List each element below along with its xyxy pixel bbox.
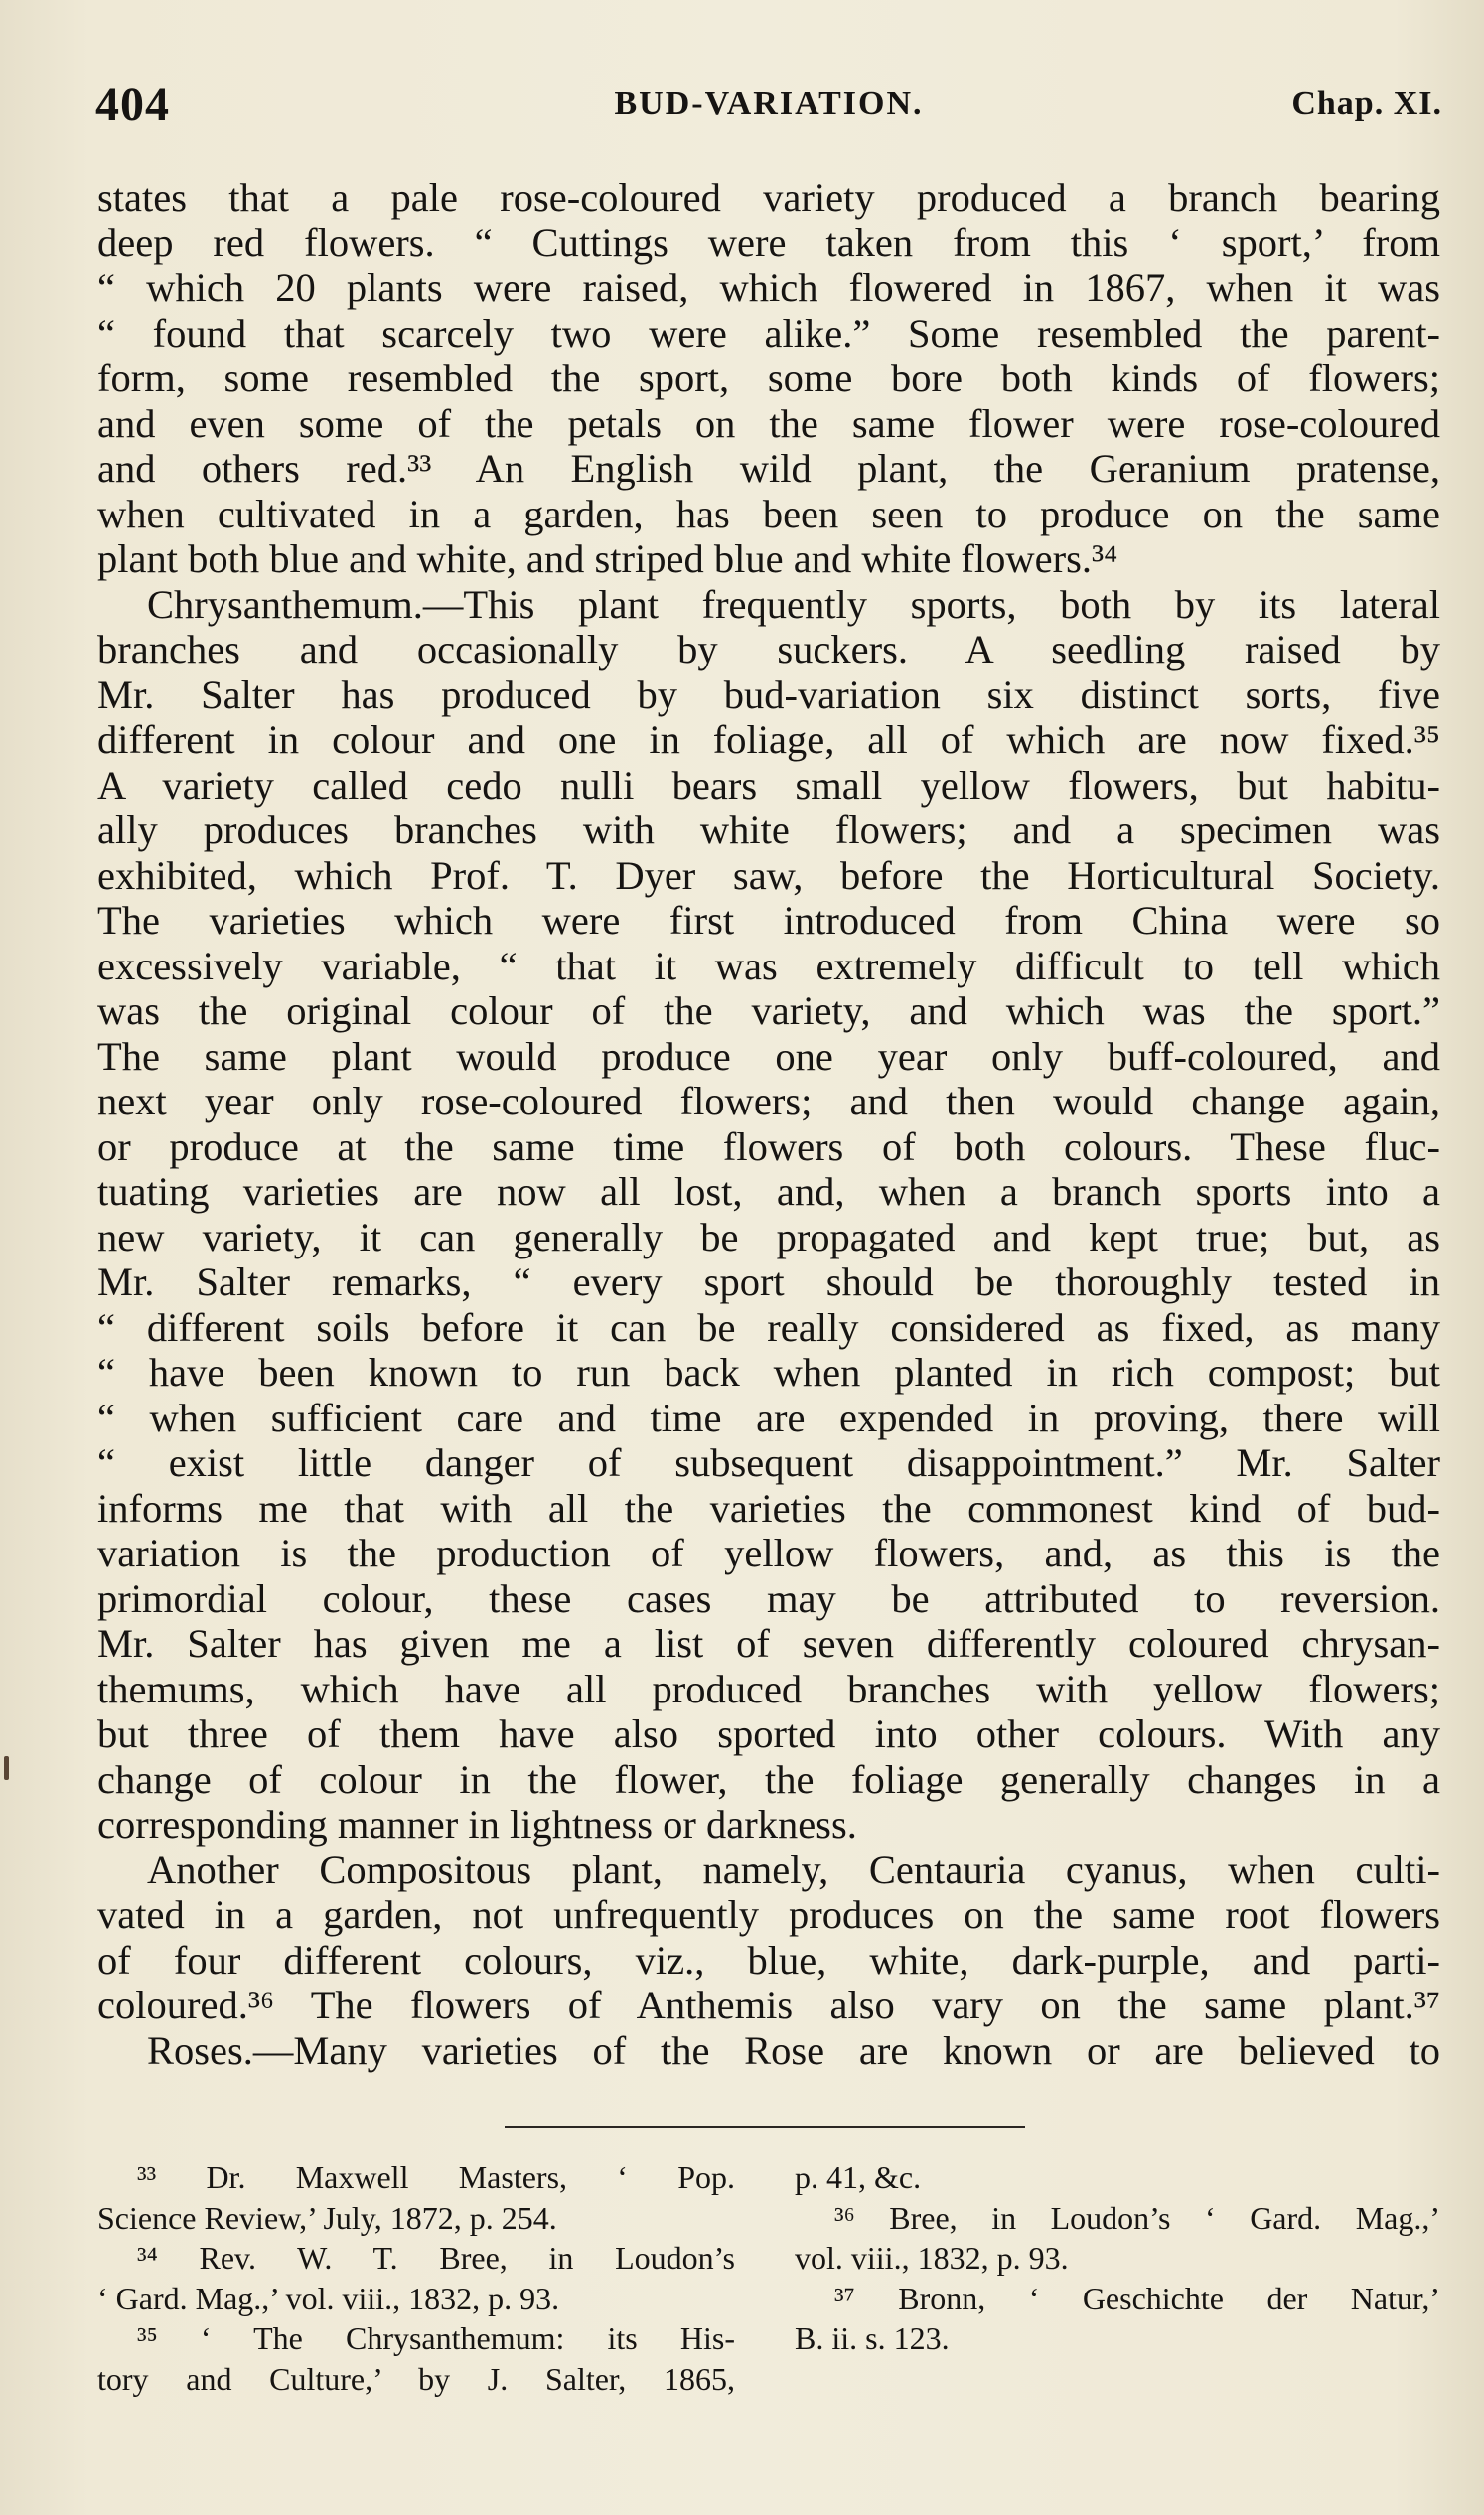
text-line: The varieties which were first introduced from China were so [97,898,1440,943]
text-line: themums, which have all produced branches with yellow flowers; [97,1666,1440,1711]
footnote-line: B. ii. s. 123. [795,2320,950,2356]
text-line: variation is the production of yellow flowers, and, as this is the [97,1531,1440,1575]
text-line: coloured.³⁶ The flowers of Anthemis also vary on the same plant.³⁷ [97,1983,1440,2027]
text-line: and even some of the petals on the same flower were rose-coloured [97,400,1440,446]
footnote-line: Science Review,’ July, 1872, p. 254. [97,2199,557,2236]
footnote-line: ³⁷ Bronn, ‘ Geschichte der Natur,’ [834,2280,1440,2316]
text-line: “ which 20 plants were raised, which flowered in 1867, when it was [97,265,1440,310]
footnote-line: ³⁶ Bree, in Loudon’s ‘ Gard. Mag.,’ [834,2199,1440,2236]
text-line: but three of them have also sported into other colours. With any [97,1711,1440,1756]
text-line: Mr. Salter has given me a list of seven differently coloured chrysan- [97,1621,1440,1666]
text-line: excessively variable, “ that it was extremely difficult to tell which [97,943,1440,988]
text-line: form, some resembled the sport, some bore both kinds of flowers; [97,356,1440,400]
text-line: Another Compositous plant, namely, Centauria cyanus, when culti- [147,1847,1440,1892]
chapter-label: Chap. XI. [1291,85,1442,122]
footnotes-left-column [97,2157,735,2399]
text-line: was the original colour of the variety, and which was the sport.” [97,988,1440,1033]
body-text [97,175,1440,2073]
text-line: “ different soils before it can be really considered as fixed, as many [97,1304,1440,1350]
text-line: branches and occasionally by suckers. A seedling raised by [97,627,1440,671]
text-line: exhibited, which Prof. T. Dyer saw, before the Horticultural Society. [97,852,1440,898]
text-line: plant both blue and white, and striped blue and white flowers.³⁴ [97,536,1118,581]
text-line: vated in a garden, not unfrequently produces on the same root flowers [97,1892,1440,1937]
running-head [95,77,1442,137]
text-line: new variety, it can generally be propagated and kept true; but, as [97,1214,1440,1259]
text-line: deep red flowers. “ Cuttings were taken from this ‘ sport,’ from [97,220,1440,265]
text-line: Mr. Salter remarks, “ every sport should be thoroughly tested in [97,1259,1440,1304]
text-line: Chrysanthemum.—This plant frequently sports, both by its lateral [147,581,1440,627]
text-line: The same plant would produce one year only buff-coloured, and [97,1033,1440,1079]
footnote-line: ‘ Gard. Mag.,’ vol. viii., 1832, p. 93. [97,2280,560,2316]
margin-mark [4,1756,9,1780]
text-line: ally produces branches with white flowers; and a specimen was [97,808,1440,852]
text-line: primordial colour, these cases may be attributed to reversion. [97,1575,1440,1621]
text-line: informs me that with all the varieties the commonest kind of bud- [97,1485,1440,1531]
text-line: “ exist little danger of subsequent disappointment.” Mr. Salter [97,1440,1440,1485]
footnote-line: ³⁴ Rev. W. T. Bree, in Loudon’s [137,2240,735,2276]
text-line: when cultivated in a garden, has been seen to produce on the same [97,491,1440,536]
text-line: corresponding manner in lightness or darkness. [97,1802,857,1847]
page-number: 404 [95,78,170,131]
footnote-rule [505,2126,1025,2128]
text-line: Roses.—Many varieties of the Rose are known or are believed to [147,2027,1440,2073]
text-line: tuating varieties are now all lost, and, when a branch sports into a [97,1169,1440,1214]
text-line: of four different colours, viz., blue, white, dark-purple, and parti- [97,1937,1440,1983]
running-title: BUD-VARIATION. [614,85,924,122]
footnote-line: ³³ Dr. Maxwell Masters, ‘ Pop. [137,2159,735,2195]
text-line: “ when sufficient care and time are expended in proving, there will [97,1395,1440,1440]
text-line: different in colour and one in foliage, all of which are now fixed.³⁵ [97,717,1440,762]
footnote-line: vol. viii., 1832, p. 93. [795,2240,1069,2276]
text-line: or produce at the same time flowers of both colours. These fluc- [97,1123,1440,1169]
footnote-line: ³⁵ ‘ The Chrysanthemum: its His- [137,2320,735,2356]
footnote-line: p. 41, &c. [795,2159,922,2195]
footnote-line: tory and Culture,’ by J. Salter, 1865, [97,2360,735,2397]
text-line: and others red.³³ An English wild plant, the Geranium pratense, [97,446,1440,491]
text-line: Mr. Salter has produced by bud-variation six distinct sorts, five [97,671,1440,717]
text-line: next year only rose-coloured flowers; and then would change again, [97,1079,1440,1123]
footnotes-right-column [795,2157,1440,2359]
text-line: “ have been known to run back when planted in rich compost; but [97,1350,1440,1395]
text-line: “ found that scarcely two were alike.” Some resembled the parent- [97,310,1440,356]
text-line: states that a pale rose-coloured variety produced a branch bearing [97,175,1440,220]
text-line: change of colour in the flower, the foliage generally changes in a [97,1756,1440,1802]
text-line: A variety called cedo nulli bears small yellow flowers, but habitu- [97,762,1440,808]
